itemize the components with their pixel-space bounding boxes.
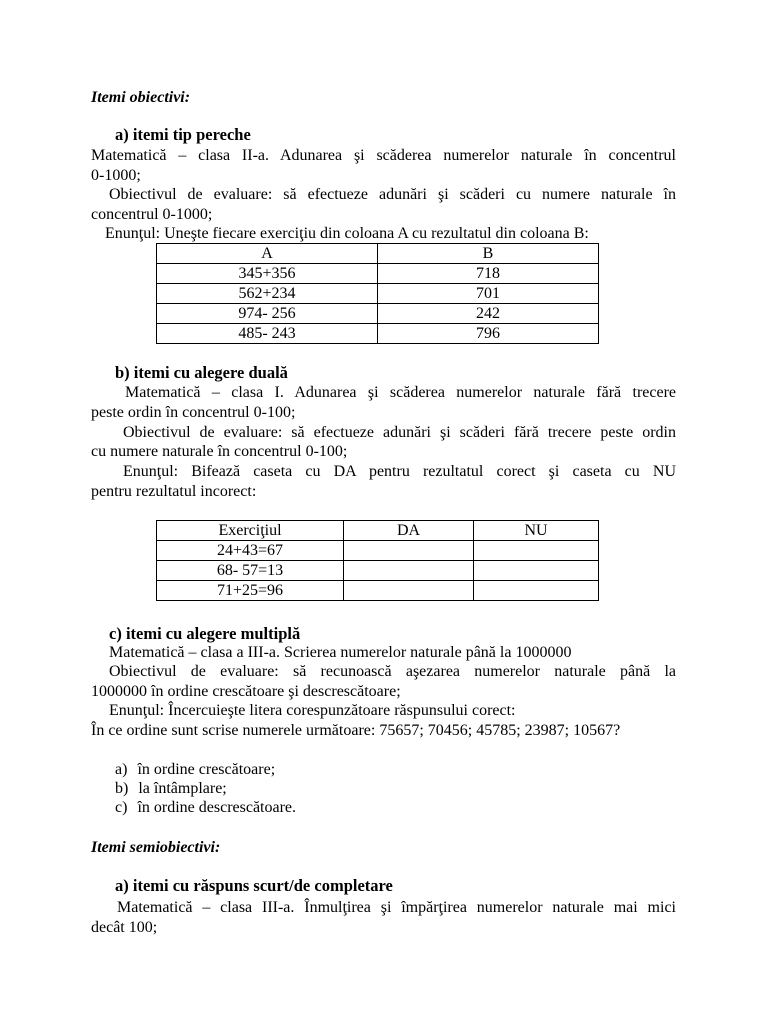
checkbox-da-cell[interactable] bbox=[344, 581, 474, 601]
question-c: În ce ordine sunt scrise numerele următoare: 75657; 70456; 45785; 23987; 10567? bbox=[91, 722, 621, 739]
statement-c: Enunţul: Încercuieşte litera corespunzătoare răspunsului corect: bbox=[109, 702, 516, 719]
table-cell: 242 bbox=[378, 304, 599, 324]
table-header-a: A bbox=[157, 244, 378, 264]
table-row bbox=[157, 264, 599, 284]
subject-d-line1: Matematică – clasa III-a. Înmulţirea şi împărţirea numerelor naturale mai mici bbox=[117, 899, 676, 916]
statement-b-line2: pentru rezultatul incorect: bbox=[91, 483, 257, 500]
dual-choice-table bbox=[156, 520, 599, 601]
table-row bbox=[157, 581, 599, 601]
table-header-row bbox=[157, 521, 599, 541]
objective-a-line2: concentrul 0-1000; bbox=[91, 206, 213, 223]
table-cell: 485- 243 bbox=[157, 324, 378, 344]
objective-c-line1: Obiectivul de evaluare: să recunoască aşezarea numerelor naturale până la bbox=[109, 663, 676, 680]
checkbox-da-cell[interactable] bbox=[344, 541, 474, 561]
table-header-da: DA bbox=[344, 521, 474, 541]
checkbox-da-cell[interactable] bbox=[344, 561, 474, 581]
subject-b-line2: peste ordin în concentrul 0-100; bbox=[91, 404, 296, 421]
subject-a: Matematică – clasa II-a. Adunarea şi scăderea numerelor naturale în concentrul bbox=[91, 147, 676, 164]
objective-b-line2: cu numere naturale în concentrul 0-100; bbox=[91, 443, 348, 460]
table-header-nu: NU bbox=[474, 521, 599, 541]
subject-d-line2: decât 100; bbox=[91, 919, 158, 936]
objective-c-line2: 1000000 în ordine crescătoare şi descrescătoare; bbox=[91, 683, 401, 700]
table-cell: 345+356 bbox=[157, 264, 378, 284]
table-cell: 24+43=67 bbox=[157, 541, 344, 561]
objective-b-line1: Obiectivul de evaluare: să efectueze adunări şi scăderi fără trecere peste ordin bbox=[123, 424, 676, 441]
heading-short-answer: a) itemi cu răspuns scurt/de completare bbox=[115, 876, 393, 895]
option-a[interactable]: a) în ordine crescătoare; bbox=[115, 761, 276, 778]
checkbox-nu-cell[interactable] bbox=[474, 541, 599, 561]
pairing-table bbox=[156, 243, 599, 344]
table-header-b: B bbox=[378, 244, 599, 264]
table-cell: 701 bbox=[378, 284, 599, 304]
table-row bbox=[157, 304, 599, 324]
table-row bbox=[157, 541, 599, 561]
subject-c: Matematică – clasa a III-a. Scrierea numerelor naturale până la 1000000 bbox=[109, 644, 572, 661]
statement-b-line1: Enunţul: Bifează caseta cu DA pentru rezultatul corect şi caseta cu NU bbox=[123, 463, 676, 480]
table-header-exercise: Exerciţiul bbox=[157, 521, 344, 541]
table-cell: 562+234 bbox=[157, 284, 378, 304]
section-title-objective: Itemi obiectivi: bbox=[91, 89, 191, 106]
subject-b-line1: Matematică – clasa I. Adunarea şi scăderea numerelor naturale fără trecere bbox=[125, 384, 676, 401]
option-c[interactable]: c) în ordine descrescătoare. bbox=[115, 799, 297, 816]
option-b[interactable]: b) la întâmplare; bbox=[115, 780, 227, 797]
heading-b-dual-choice: b) itemi cu alegere duală bbox=[115, 363, 288, 382]
table-row bbox=[157, 561, 599, 581]
table-row bbox=[157, 284, 599, 304]
statement-a: Enunţul: Uneşte fiecare exerciţiu din coloana A cu rezultatul din coloana B: bbox=[105, 225, 589, 242]
section-title-semiobjective: Itemi semiobiectivi: bbox=[91, 839, 221, 856]
checkbox-nu-cell[interactable] bbox=[474, 561, 599, 581]
table-row bbox=[157, 324, 599, 344]
heading-c-multiple-choice: c) itemi cu alegere multiplă bbox=[109, 624, 301, 643]
checkbox-nu-cell[interactable] bbox=[474, 581, 599, 601]
table-header-row bbox=[157, 244, 599, 264]
table-cell: 796 bbox=[378, 324, 599, 344]
table-cell: 71+25=96 bbox=[157, 581, 344, 601]
heading-a-pairing: a) itemi tip pereche bbox=[115, 125, 251, 144]
table-cell: 974- 256 bbox=[157, 304, 378, 324]
table-cell: 718 bbox=[378, 264, 599, 284]
table-cell: 68- 57=13 bbox=[157, 561, 344, 581]
subject-a-cont: 0-1000; bbox=[91, 167, 141, 184]
objective-a-line1: Obiectivul de evaluare: să efectueze adunări şi scăderi cu numere naturale în bbox=[109, 186, 676, 203]
